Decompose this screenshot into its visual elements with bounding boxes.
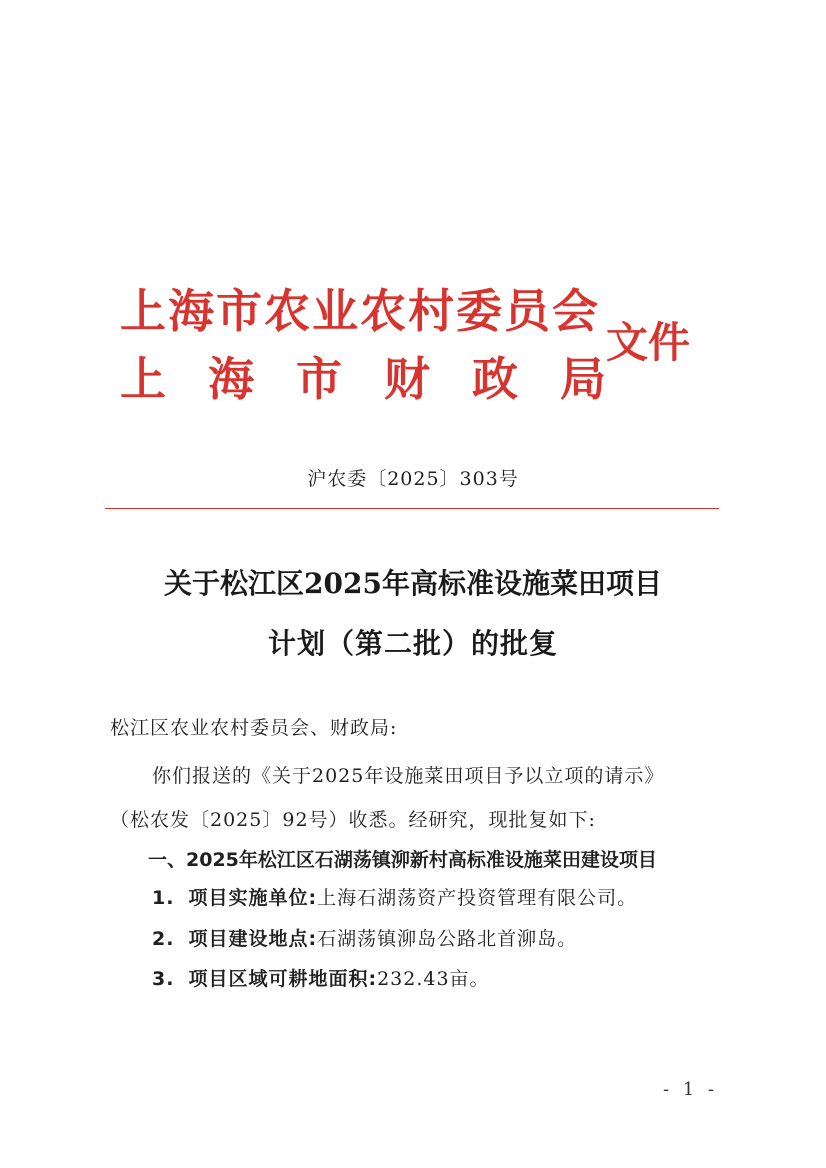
item-label: 项目实施单位: [188, 887, 318, 909]
page-number: - 1 - [662, 1079, 718, 1100]
document-header [120, 282, 720, 412]
document-title-line-1: 关于松江区2025年高标准设施菜田项目 [164, 567, 662, 600]
item-number: 1. [152, 887, 175, 909]
item-value: 上海石湖荡资产投资管理有限公司。 [317, 887, 638, 909]
document-title-line-2: 计划（第二批）的批复 [267, 627, 558, 660]
item-label: 项目建设地点: [188, 928, 318, 950]
issuing-organization-1: 上海市农业农村委员会 [120, 284, 600, 338]
addressee: 松江区农业农村委员会、财政局: [110, 717, 398, 739]
list-item [152, 964, 772, 991]
item-value: 石湖荡镇泖岛公路北首泖岛。 [317, 928, 578, 950]
paragraph-2: （松农发〔2025〕92号）收悉。经研究，现批复如下: [110, 809, 596, 831]
item-value: 232.43亩。 [377, 968, 490, 990]
item-label: 项目区域可耕地面积: [188, 968, 378, 990]
document-type-label: 文件 [606, 318, 691, 367]
section-heading: 一、2025年松江区石湖荡镇泖新村高标准设施菜田建设项目 [148, 849, 657, 871]
issuing-organization-2: 上海市财政局 [120, 352, 648, 406]
list-item [152, 924, 772, 951]
paragraph-1: 你们报送的《关于2025年设施菜田项目予以立项的请示》 [152, 765, 665, 787]
list-item [152, 883, 772, 910]
header-divider [105, 508, 719, 509]
item-number: 2. [152, 928, 175, 950]
document-number: 沪农委〔2025〕303号 [307, 468, 519, 490]
item-number: 3. [152, 968, 175, 990]
